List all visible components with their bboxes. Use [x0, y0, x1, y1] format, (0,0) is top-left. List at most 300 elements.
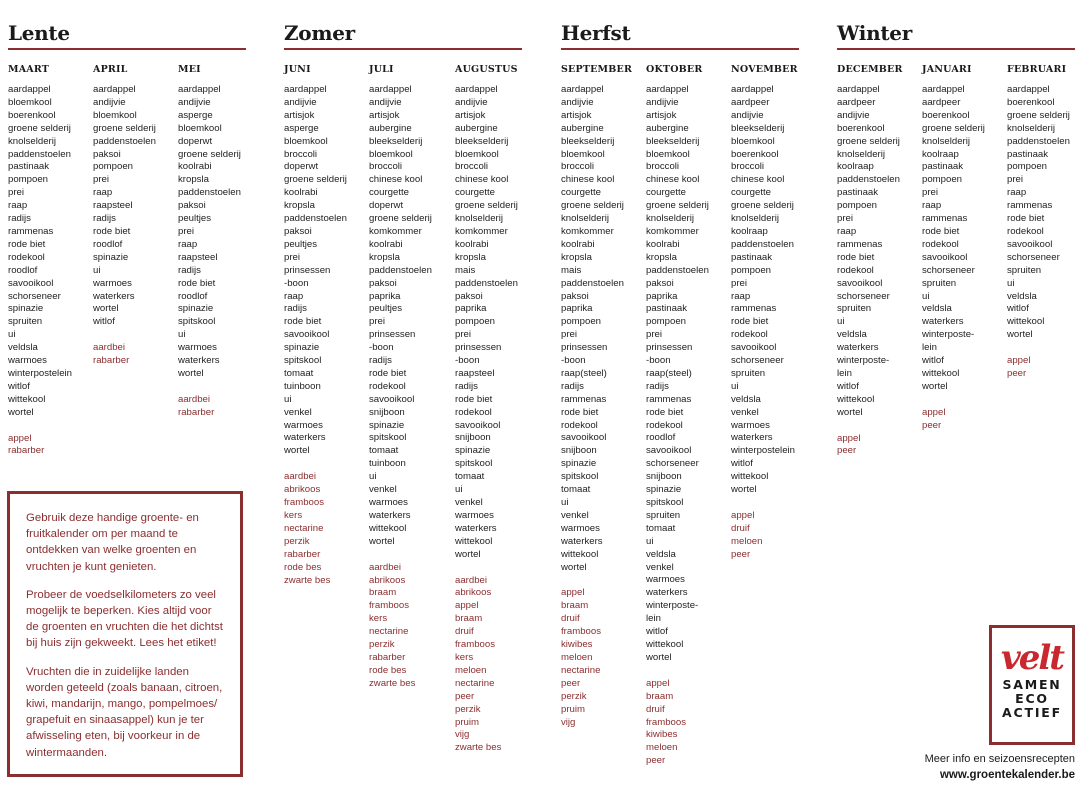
vegetable-item: rodekool	[1007, 225, 1044, 237]
vegetable-item: bloemkool	[646, 148, 690, 160]
vegetable-item: veldsla	[646, 548, 676, 560]
vegetable-item: groene selderij	[922, 122, 985, 134]
vegetable-item: chinese kool	[455, 174, 509, 186]
vegetable-item: wittekool	[8, 393, 46, 405]
vegetable-item: knolselderij	[646, 213, 694, 225]
vegetable-item: spitskool	[646, 497, 684, 508]
vegetable-item: wortel	[284, 445, 310, 457]
fruit-item: framboos	[284, 497, 324, 509]
vegetable-item: roodlof	[178, 290, 208, 302]
vegetable-item: groene selderij	[646, 200, 709, 212]
fruit-item: aardbei	[178, 393, 211, 405]
vegetable-item: wortel	[8, 406, 34, 418]
vegetable-item: knolselderij	[837, 148, 885, 160]
fruit-item: appel	[922, 406, 946, 418]
vegetable-item: paddenstoelen	[646, 264, 709, 276]
vegetable-item: ui	[8, 329, 16, 341]
vegetable-item: savooikool	[922, 251, 968, 263]
fruit-item: perzik	[284, 535, 310, 547]
month-name: JANUARI	[922, 64, 972, 75]
vegetable-item: paddenstoelen	[731, 238, 794, 250]
vegetable-item: rammenas	[837, 238, 883, 250]
vegetable-item: pompoen	[8, 174, 49, 186]
season-lente	[8, 20, 246, 50]
fruit-item: perzik	[369, 639, 395, 651]
vegetable-item: chinese kool	[369, 174, 423, 186]
fruit-list	[284, 471, 372, 587]
vegetable-item: roodlof	[8, 264, 38, 276]
fruit-list	[8, 433, 96, 459]
fruit-item: druif	[561, 613, 580, 625]
fruit-item: abrikoos	[369, 574, 406, 586]
footer-info-text: Meer info en seizoensrecepten	[924, 753, 1075, 765]
vegetable-item: tomaat	[284, 367, 314, 379]
vegetable-item: tuinboon	[369, 458, 406, 470]
vegetable-item: aardappel	[284, 84, 327, 95]
vegetable-item: paprika	[561, 303, 593, 315]
vegetable-item: witlof	[837, 380, 859, 392]
vegetable-item: raap	[731, 290, 751, 302]
vegetable-item: warmoes	[369, 497, 408, 508]
vegetable-item: radijs	[561, 380, 584, 392]
vegetable-item: groene selderij	[455, 200, 518, 212]
vegetable-item: wortel	[369, 535, 395, 547]
vegetable-item: pompoen	[646, 316, 687, 328]
vegetable-item: knolselderij	[8, 135, 56, 147]
vegetable-item: spinazie	[455, 445, 491, 457]
vegetable-item: rodekool	[922, 238, 959, 250]
fruit-list	[93, 342, 181, 368]
vegetable-item: waterkers	[731, 432, 773, 444]
month-column-november	[731, 64, 819, 562]
vegetable-item: raap(steel)	[646, 367, 692, 379]
vegetable-item: raap(steel)	[561, 367, 607, 379]
fruit-item: aardbei	[455, 574, 488, 586]
vegetable-item: broccoli	[284, 148, 318, 160]
vegetable-item: aardappel	[369, 84, 412, 95]
footer-url-link[interactable]: www.groentekalender.be	[939, 769, 1075, 781]
vegetable-item: andijvie	[455, 96, 488, 108]
vegetable-list	[837, 84, 925, 420]
vegetable-item: aardappel	[837, 84, 880, 95]
vegetable-item: andijvie	[93, 96, 126, 108]
vegetable-item: pompoen	[561, 316, 602, 328]
vegetable-item: ui	[837, 316, 845, 328]
vegetable-item: waterkers	[646, 587, 688, 599]
fruit-item: nectarine	[284, 522, 324, 534]
fruit-item: druif	[455, 626, 474, 638]
vegetable-item: ui	[922, 290, 930, 302]
vegetable-item: wortel	[922, 380, 948, 392]
vegetable-item: prei	[1007, 174, 1023, 186]
vegetable-item: roodlof	[93, 238, 123, 250]
vegetable-item: ui	[284, 393, 292, 405]
fruit-item: peer	[837, 445, 857, 457]
vegetable-item: rodekool	[455, 406, 492, 418]
vegetable-item: pompoen	[455, 316, 496, 328]
month-name: JULI	[369, 64, 394, 75]
fruit-item: appel	[646, 677, 670, 689]
vegetable-item: wortel	[1007, 329, 1033, 341]
vegetable-item: spitskool	[178, 316, 216, 328]
month-name: JUNI	[284, 64, 311, 75]
vegetable-item: prinsessen	[561, 342, 608, 354]
fruit-item: nectarine	[369, 626, 409, 638]
vegetable-item: prei	[369, 316, 385, 328]
fruit-list	[837, 433, 925, 459]
vegetable-item: raap	[1007, 187, 1027, 199]
vegetable-item: kropsla	[178, 174, 209, 186]
vegetable-list	[284, 84, 372, 458]
fruit-list	[922, 407, 1010, 433]
month-name: FEBRUARI	[1007, 64, 1067, 75]
vegetable-item: bloemkool	[8, 96, 52, 108]
fruit-item: kiwibes	[646, 729, 678, 741]
vegetable-item: aubergine	[646, 122, 689, 134]
vegetable-item: paprika	[455, 303, 487, 315]
vegetable-item: spruiten	[922, 277, 957, 289]
fruit-list	[561, 587, 649, 729]
vegetable-item: rode biet	[922, 225, 960, 237]
vegetable-item: -boon	[455, 355, 480, 367]
fruit-item: vijg	[561, 716, 576, 728]
vegetable-item: asperge	[178, 109, 213, 121]
vegetable-item: prei	[284, 251, 300, 263]
vegetable-item: rodekool	[561, 419, 598, 431]
vegetable-item: chinese kool	[731, 174, 785, 186]
vegetable-item: raap	[284, 290, 304, 302]
vegetable-item: rode biet	[1007, 213, 1045, 225]
vegetable-item: warmoes	[455, 509, 494, 521]
vegetable-item: koolrabi	[369, 238, 403, 250]
vegetable-item: ui	[455, 484, 463, 496]
vegetable-item: ui	[646, 535, 654, 547]
fruit-list	[178, 394, 266, 420]
fruit-item: braam	[561, 600, 589, 612]
vegetable-item: venkel	[369, 484, 397, 496]
vegetable-item: ui	[731, 380, 739, 392]
vegetable-item: warmoes	[178, 342, 217, 354]
vegetable-item: koolrabi	[646, 238, 680, 250]
info-paragraph-1: Gebruik deze handige groente- en fruitkalender om per maand te ontdekken van welke groenten en vruchten je kunt genieten.	[26, 512, 199, 573]
vegetable-item: venkel	[561, 509, 589, 521]
vegetable-item: raap	[922, 200, 942, 212]
vegetable-item: paksoi	[646, 277, 674, 289]
vegetable-item: kropsla	[561, 251, 592, 263]
vegetable-item: mais	[455, 264, 476, 276]
vegetable-item: snijboon	[455, 432, 491, 444]
vegetable-item: artisjok	[284, 109, 315, 121]
vegetable-item: wittekool	[837, 393, 875, 405]
vegetable-item: artisjok	[561, 109, 592, 121]
vegetable-item: koolraap	[731, 225, 768, 237]
vegetable-item: warmoes	[284, 419, 323, 431]
vegetable-item: witlof	[1007, 303, 1029, 315]
vegetable-item: groene selderij	[369, 213, 432, 225]
fruit-item: aardbei	[93, 342, 126, 354]
vegetable-item: kropsla	[646, 251, 677, 263]
vegetable-item: wittekool	[1007, 316, 1045, 328]
vegetable-item: ui	[178, 329, 186, 341]
vegetable-item: ui	[561, 497, 569, 508]
vegetable-item: andijvie	[561, 96, 594, 108]
vegetable-item: rode biet	[455, 393, 493, 405]
fruit-list	[646, 678, 734, 768]
vegetable-item: wittekool	[369, 522, 407, 534]
vegetable-item: courgette	[646, 187, 687, 199]
vegetable-item: courgette	[455, 187, 496, 199]
vegetable-item: spinazie	[646, 484, 682, 496]
vegetable-item: komkommer	[646, 225, 699, 237]
vegetable-item: veldsla	[1007, 290, 1037, 302]
vegetable-item: venkel	[646, 561, 674, 573]
vegetable-list	[922, 84, 1010, 394]
vegetable-item: schorseneer	[837, 290, 890, 302]
fruit-item: peer	[731, 548, 751, 560]
season-divider	[561, 48, 799, 50]
vegetable-item: bleekselderij	[646, 135, 700, 147]
fruit-item: appel	[8, 432, 32, 444]
vegetable-item: paddenstoelen	[1007, 135, 1070, 147]
vegetable-item: prei	[922, 187, 938, 199]
fruit-item: appel	[561, 587, 585, 599]
vegetable-item: waterkers	[455, 522, 497, 534]
vegetable-item: spinazie	[178, 303, 214, 315]
vegetable-item: winterposte-	[837, 355, 890, 367]
vegetable-item: aardappel	[178, 84, 221, 95]
vegetable-item: ui	[369, 471, 377, 483]
vegetable-item: bleekselderij	[561, 135, 615, 147]
vegetable-item: tomaat	[646, 522, 676, 534]
vegetable-item: paprika	[646, 290, 678, 302]
vegetable-item: radijs	[8, 213, 31, 225]
vegetable-item: wittekool	[561, 548, 599, 560]
vegetable-item: warmoes	[8, 355, 47, 367]
vegetable-item: spinazie	[93, 251, 129, 263]
fruit-item: zwarte bes	[455, 742, 502, 754]
vegetable-item: raap	[837, 225, 857, 237]
fruit-item: framboos	[646, 716, 686, 728]
vegetable-item: paksoi	[284, 225, 312, 237]
vegetable-item: wortel	[731, 484, 757, 496]
vegetable-item: prinsessen	[284, 264, 331, 276]
fruit-item: appel	[837, 432, 861, 444]
vegetable-item: aardappel	[93, 84, 136, 95]
vegetable-item: rodekool	[837, 264, 874, 276]
vegetable-item: warmoes	[646, 574, 685, 586]
vegetable-item: savooikool	[561, 432, 607, 444]
vegetable-item: schorseneer	[731, 355, 784, 367]
fruit-item: rabarber	[8, 445, 45, 457]
vegetable-item: rode biet	[561, 406, 599, 418]
month-name: AUGUSTUS	[455, 64, 518, 75]
vegetable-item: ui	[93, 264, 101, 276]
vegetable-list	[561, 84, 649, 574]
vegetable-item: kropsla	[455, 251, 486, 263]
fruit-item: druif	[646, 703, 665, 715]
vegetable-item: tomaat	[561, 484, 591, 496]
vegetable-item: rammenas	[646, 393, 692, 405]
vegetable-item: boerenkool	[8, 109, 56, 121]
vegetable-item: prei	[93, 174, 109, 186]
month-column-juni	[284, 64, 372, 587]
vegetable-item: groene selderij	[1007, 109, 1070, 121]
vegetable-item: aardappel	[561, 84, 604, 95]
vegetable-item: wortel	[455, 548, 481, 560]
vegetable-item: -boon	[561, 355, 586, 367]
vegetable-item: paddenstoelen	[8, 148, 71, 160]
season-title: Herfst	[561, 21, 631, 45]
fruit-item: zwarte bes	[284, 574, 331, 586]
season-herfst	[561, 20, 799, 50]
vegetable-item: paksoi	[561, 290, 589, 302]
vegetable-item: knolselderij	[561, 213, 609, 225]
vegetable-item: raapsteel	[93, 200, 133, 212]
fruit-list	[1007, 355, 1083, 381]
vegetable-item: rammenas	[1007, 200, 1053, 212]
fruit-list	[455, 575, 543, 756]
vegetable-item: groene selderij	[178, 148, 241, 160]
vegetable-item: venkel	[731, 406, 759, 418]
vegetable-item: aubergine	[561, 122, 604, 134]
vegetable-item: schorseneer	[1007, 251, 1060, 263]
fruit-item: kiwibes	[561, 639, 593, 651]
fruit-item: aardbei	[369, 561, 402, 573]
fruit-list	[369, 562, 457, 691]
vegetable-item: koolraap	[837, 161, 874, 173]
vegetable-item: rammenas	[922, 213, 968, 225]
logo-line-actief: ACTIEF	[1002, 705, 1062, 720]
vegetable-item: aardpeer	[837, 96, 876, 108]
fruit-item: peer	[922, 419, 942, 431]
vegetable-item: andijvie	[178, 96, 211, 108]
vegetable-item: spruiten	[1007, 264, 1042, 276]
vegetable-item: veldsla	[731, 393, 761, 405]
vegetable-item: rammenas	[8, 225, 54, 237]
fruit-item: rode bes	[284, 561, 322, 573]
vegetable-item: aardappel	[8, 84, 51, 95]
vegetable-item: rammenas	[731, 303, 777, 315]
fruit-item: pruim	[455, 716, 479, 728]
vegetable-item: wittekool	[455, 535, 493, 547]
fruit-item: abrikoos	[455, 587, 492, 599]
vegetable-item: bleekselderij	[731, 122, 785, 134]
fruit-item: rabarber	[369, 651, 406, 663]
vegetable-item: peultjes	[284, 238, 318, 250]
fruit-item: pruim	[561, 703, 585, 715]
vegetable-item: -boon	[369, 342, 394, 354]
vegetable-item: komkommer	[561, 225, 614, 237]
info-box	[7, 491, 243, 777]
fruit-item: peer	[1007, 368, 1027, 380]
vegetable-item: boerenkool	[731, 148, 779, 160]
fruit-item: abrikoos	[284, 484, 321, 496]
vegetable-item: pompoen	[731, 264, 772, 276]
month-column-augustus	[455, 64, 543, 755]
vegetable-item: spinazie	[369, 419, 405, 431]
vegetable-item: doperwt	[369, 200, 404, 212]
vegetable-item: asperge	[284, 122, 319, 134]
vegetable-item: raap	[93, 187, 113, 199]
vegetable-list	[455, 84, 543, 562]
vegetable-item: prei	[731, 277, 747, 289]
vegetable-item: pastinaak	[1007, 148, 1049, 160]
vegetable-item: witlof	[922, 355, 944, 367]
vegetable-item: savooikool	[1007, 238, 1053, 250]
logo-line-eco: ECO	[1015, 691, 1049, 706]
vegetable-item: lein	[922, 342, 937, 354]
vegetable-item: waterkers	[284, 432, 326, 444]
fruit-item: appel	[455, 600, 479, 612]
vegetable-item: winterpostelein	[8, 367, 72, 379]
vegetable-item: raap	[8, 200, 28, 212]
fruit-item: meloen	[731, 535, 763, 547]
fruit-item: peer	[646, 755, 666, 767]
vegetable-item: prei	[646, 329, 662, 341]
vegetable-item: savooikool	[837, 277, 883, 289]
vegetable-item: bloemkool	[455, 148, 499, 160]
season-title: Lente	[8, 21, 70, 45]
vegetable-item: rodekool	[731, 329, 768, 341]
month-column-december	[837, 64, 925, 458]
vegetable-item: broccoli	[369, 161, 403, 173]
vegetable-item: radijs	[455, 380, 478, 392]
vegetable-item: wortel	[93, 303, 119, 315]
vegetable-item: pastinaak	[8, 161, 50, 173]
vegetable-item: veldsla	[837, 329, 867, 341]
vegetable-item: winterpostelein	[731, 445, 795, 457]
vegetable-item: komkommer	[369, 225, 422, 237]
vegetable-item: radijs	[369, 355, 392, 367]
fruit-item: rabarber	[284, 548, 321, 560]
vegetable-item: wittekool	[731, 471, 769, 483]
vegetable-item: groene selderij	[561, 200, 624, 212]
vegetable-item: wortel	[837, 406, 863, 418]
fruit-item: rabarber	[178, 406, 215, 418]
month-column-januari	[922, 64, 1010, 433]
fruit-item: rabarber	[93, 355, 130, 367]
vegetable-item: rode biet	[93, 225, 131, 237]
vegetable-item: kropsla	[284, 200, 315, 212]
month-name: MAART	[8, 64, 50, 75]
vegetable-item: wortel	[646, 651, 672, 663]
fruit-item: perzik	[455, 703, 481, 715]
fruit-item: druif	[731, 522, 750, 534]
vegetable-list	[731, 84, 819, 497]
fruit-list	[731, 510, 819, 562]
vegetable-item: andijvie	[837, 109, 870, 121]
vegetable-item: boerenkool	[837, 122, 885, 134]
vegetable-item: wittekool	[646, 638, 684, 650]
vegetable-item: pompoen	[1007, 161, 1048, 173]
vegetable-item: bloemkool	[178, 122, 222, 134]
month-column-maart	[8, 64, 96, 458]
vegetable-item: courgette	[731, 187, 772, 199]
month-name: APRIL	[93, 64, 128, 75]
vegetable-item: paddenstoelen	[561, 277, 624, 289]
vegetable-item: koolrabi	[178, 161, 212, 173]
vegetable-item: spinazie	[561, 458, 597, 470]
vegetable-item: aardpeer	[922, 96, 961, 108]
vegetable-item: snijboon	[646, 471, 682, 483]
vegetable-item: pastinaak	[837, 187, 879, 199]
vegetable-item: koolraap	[922, 148, 959, 160]
vegetable-item: spinazie	[8, 303, 44, 315]
vegetable-list	[93, 84, 181, 329]
vegetable-item: artisjok	[646, 109, 677, 121]
vegetable-item: boerenkool	[922, 109, 970, 121]
vegetable-item: prei	[8, 187, 24, 199]
